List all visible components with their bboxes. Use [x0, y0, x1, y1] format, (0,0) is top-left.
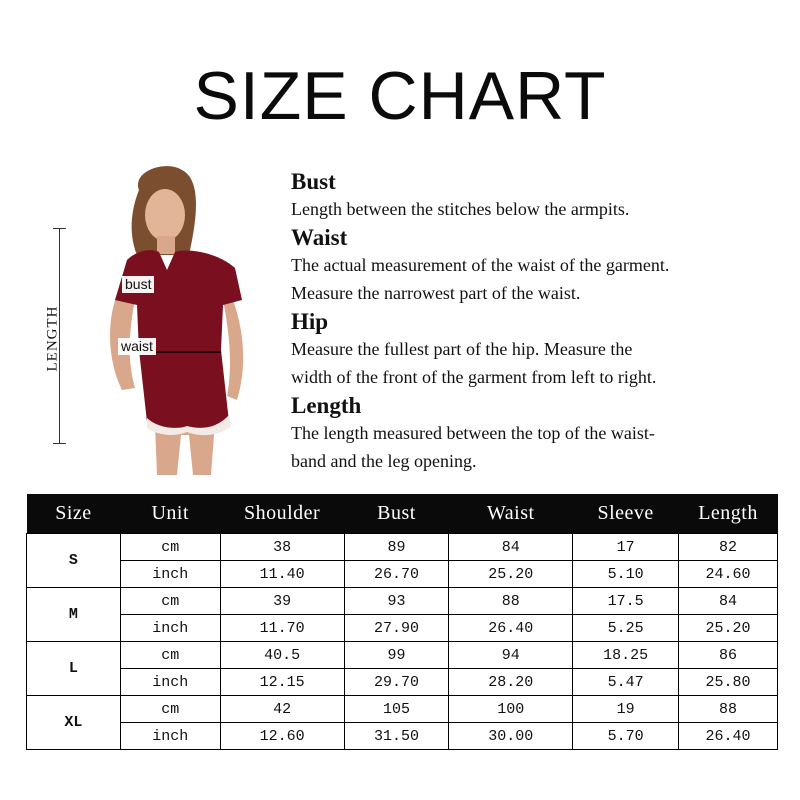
length-cell: 86	[679, 642, 778, 669]
hip-description-line: width of the front of the garment from left to right.	[291, 367, 657, 387]
neck-shape	[157, 236, 175, 254]
waist-description-line: Measure the narrowest part of the waist.	[291, 283, 581, 303]
shoulder-cell: 40.5	[220, 642, 344, 669]
length-cell: 25.20	[679, 615, 778, 642]
bust-cell: 29.70	[344, 669, 449, 696]
sleeve-cell: 17.5	[573, 588, 679, 615]
header-length: Length	[679, 494, 778, 533]
length-cell: 88	[679, 696, 778, 723]
shoulder-cell: 11.70	[220, 615, 344, 642]
bust-cell: 31.50	[344, 723, 449, 750]
length-description-line: The length measured between the top of the waist-	[291, 422, 655, 443]
waist-callout: waist	[118, 338, 156, 355]
right-arm-shape	[223, 290, 243, 400]
shoulder-cell: 12.15	[220, 669, 344, 696]
measurement-definitions	[291, 168, 791, 476]
header-waist: Waist	[449, 494, 573, 533]
table-row	[27, 561, 778, 588]
waist-cell: 84	[449, 534, 573, 561]
sleeve-cell: 5.25	[573, 615, 679, 642]
header-unit: Unit	[120, 494, 220, 533]
bust-cell: 26.70	[344, 561, 449, 588]
length-cell: 25.80	[679, 669, 778, 696]
sleeve-cell: 5.70	[573, 723, 679, 750]
table-row	[27, 723, 778, 750]
sleeve-cell: 5.47	[573, 669, 679, 696]
table-row	[27, 588, 778, 615]
size-cell: XL	[27, 696, 121, 750]
shoulder-cell: 38	[220, 534, 344, 561]
waist-cell: 28.20	[449, 669, 573, 696]
header-shoulder: Shoulder	[220, 494, 344, 533]
header-sleeve: Sleeve	[573, 494, 679, 533]
model-illustration	[77, 160, 277, 480]
sleeve-cell: 18.25	[573, 642, 679, 669]
bust-cell: 105	[344, 696, 449, 723]
sleeve-cell: 17	[573, 534, 679, 561]
table-row	[27, 642, 778, 669]
header-bust: Bust	[344, 494, 449, 533]
bust-cell: 89	[344, 534, 449, 561]
bust-description: Length between the stitches below the armpits.	[291, 199, 630, 219]
waist-description-line: The actual measurement of the waist of the garment.	[291, 254, 670, 275]
shoulder-cell: 12.60	[220, 723, 344, 750]
model-figure	[22, 160, 262, 480]
unit-cell: inch	[120, 669, 220, 696]
table-row	[27, 696, 778, 723]
length-cell: 84	[679, 588, 778, 615]
waist-cell: 26.40	[449, 615, 573, 642]
hip-description-line: Measure the fullest part of the hip. Measure the	[291, 338, 633, 359]
unit-cell: inch	[120, 561, 220, 588]
sleeve-cell: 19	[573, 696, 679, 723]
waist-heading: Waist	[291, 224, 348, 250]
sleeve-cell: 5.10	[573, 561, 679, 588]
page-title: SIZE CHART	[193, 58, 607, 134]
shoulder-cell: 39	[220, 588, 344, 615]
length-description-line: band and the leg opening.	[291, 451, 477, 471]
length-heading: Length	[291, 392, 362, 418]
waist-cell: 30.00	[449, 723, 573, 750]
size-table	[26, 494, 778, 750]
unit-cell: cm	[120, 642, 220, 669]
waist-cell: 100	[449, 696, 573, 723]
unit-cell: cm	[120, 534, 220, 561]
face-shape	[145, 189, 185, 241]
bust-heading: Bust	[291, 169, 336, 194]
unit-cell: cm	[120, 588, 220, 615]
top-shape	[115, 250, 242, 352]
unit-cell: cm	[120, 696, 220, 723]
waist-cell: 88	[449, 588, 573, 615]
unit-cell: inch	[120, 615, 220, 642]
header-size: Size	[27, 494, 121, 533]
bust-cell: 27.90	[344, 615, 449, 642]
table-row	[27, 669, 778, 696]
size-cell: M	[27, 588, 121, 642]
table-row	[27, 534, 778, 561]
length-label: LENGTH	[44, 305, 61, 372]
size-cell: S	[27, 534, 121, 588]
bust-callout: bust	[122, 276, 154, 293]
hip-heading: Hip	[291, 308, 329, 334]
size-cell: L	[27, 642, 121, 696]
length-measure-bottom-cap	[53, 443, 66, 444]
length-cell: 24.60	[679, 561, 778, 588]
length-cell: 26.40	[679, 723, 778, 750]
table-header-row	[27, 494, 778, 533]
waist-cell: 25.20	[449, 561, 573, 588]
table-row	[27, 615, 778, 642]
bust-cell: 99	[344, 642, 449, 669]
bust-cell: 93	[344, 588, 449, 615]
unit-cell: inch	[120, 723, 220, 750]
shorts-shape	[139, 350, 229, 432]
shoulder-cell: 11.40	[220, 561, 344, 588]
length-cell: 82	[679, 534, 778, 561]
shoulder-cell: 42	[220, 696, 344, 723]
waist-cell: 94	[449, 642, 573, 669]
length-measure-top-cap	[53, 228, 66, 229]
